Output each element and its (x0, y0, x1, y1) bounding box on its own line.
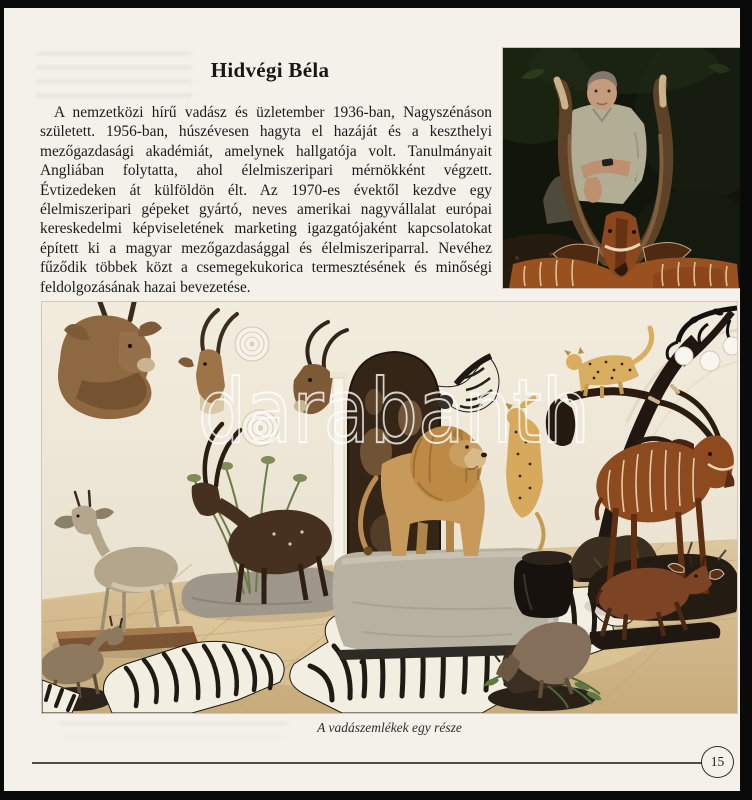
elephant-foot-stool (514, 551, 573, 618)
scan-edge-left (0, 0, 4, 800)
scan-edge-right (740, 0, 752, 800)
portrait-illustration (503, 48, 741, 288)
trophy-room-photo (42, 302, 737, 713)
page-title: Hidvégi Béla (210, 58, 330, 83)
page-number: 15 (710, 754, 725, 769)
photo-caption: A vadászemlékek egy része (317, 720, 462, 735)
trophy-room-illustration (42, 302, 737, 713)
page-number-badge (701, 746, 734, 778)
portrait-photo (503, 48, 741, 288)
biography-paragraph: A nemzetközi hírű vadász és üzletember 1936-ban, Nagyszénáson született. 1956-ban, húszévesen hagyta el hazáját és a keszthelyi mezőgazdasági akadémiát, amelynek hallgatója volt. Tanulmányait Angliában folytatta, ahol élelmiszeripari mérnökként végzett. Évtizedeken át külföldön élt. Az 1970-es évektől kezdve egy élelmiszeripari gépeket gyártó, neves amerikai nagyvállalat európai kereskedelmi képviseletének marketing igazgatójaként kapcsolatokat épített ki a magyar mezőgazdasággal és élelmiszeriparral. Nevéhez fűződik többek közt a csemegekukorica termesztésének és minőségi feldolgozásának hazai bevezetése. (40, 104, 492, 296)
footer-rule (32, 762, 702, 764)
watermark-text: darabanth (198, 360, 590, 463)
scan-edge-bottom (0, 791, 752, 800)
scan-edge-top (0, 0, 752, 8)
